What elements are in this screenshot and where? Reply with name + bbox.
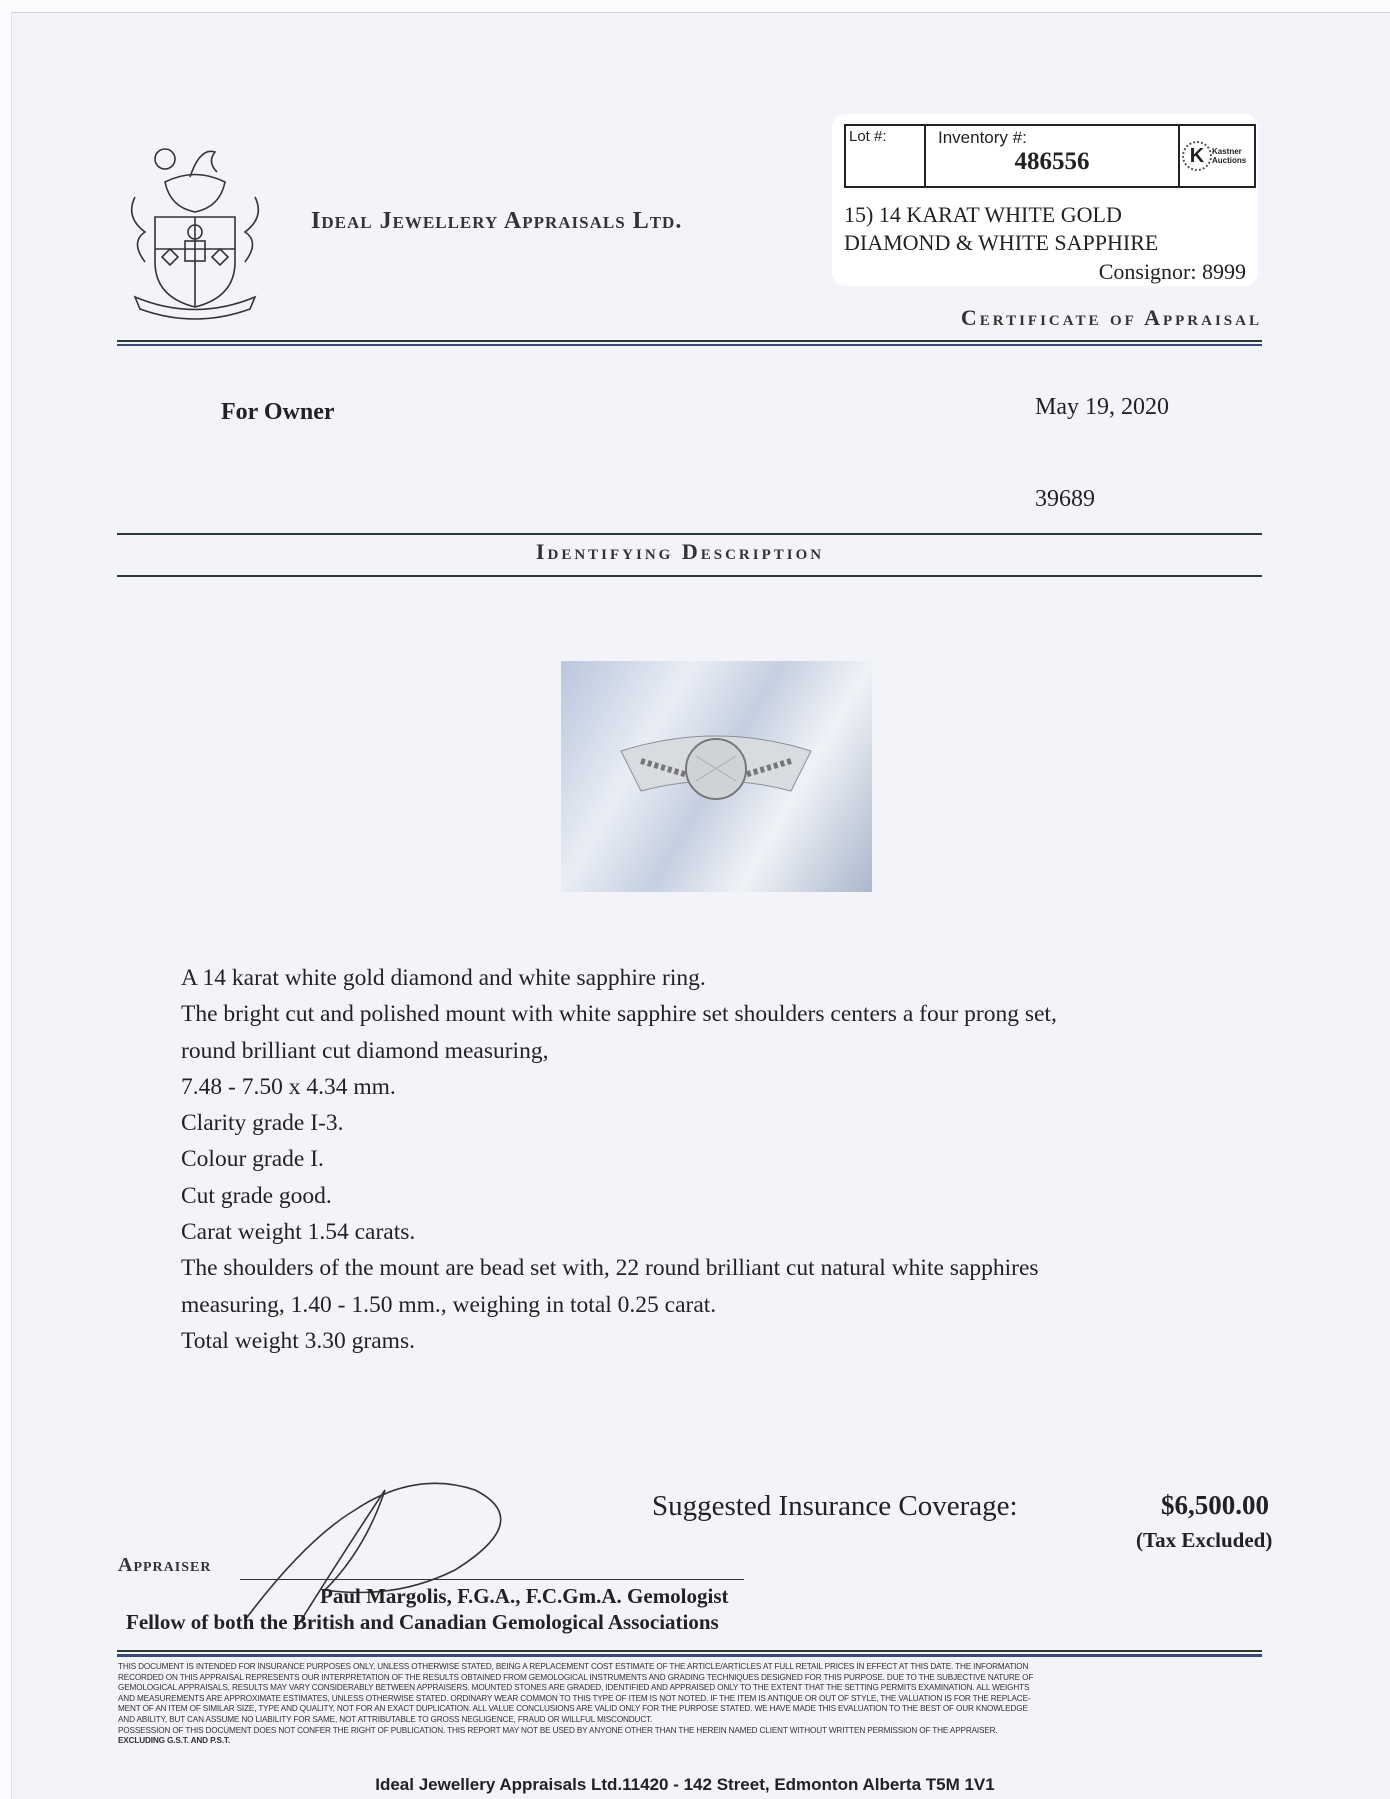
consignor-number: Consignor: 8999 [1098,259,1246,284]
disclaimer-line: GEMOLOGICAL APPRAISALS, RESULTS MAY VARY CONSIDERABLY BETWEEN APPRAISERS. MOUNTED STONES ARE GRADED, IDENTIFIED AND APPRAISED ONLY TO THE EXTENT THAT THE SETTING PERMITS EXAMINATION. ALL WEIGHTS [118,1683,1030,1693]
tax-excluded-note: (Tax Excluded) [1136,1528,1273,1552]
appraiser-credentials: Fellow of both the British and Canadian Gemological Associations [126,1610,719,1634]
disclaimer-line: AND ABILITY, BUT CAN ASSUME NO LIABILITY FOR SAME, NOT ATTRIBUTABLE TO GROSS NEGLIGENCE, FRAUD OR WILLFUL MISCONDUCT. [118,1714,653,1724]
description-line: measuring, 1.40 - 1.50 mm., weighing in total 0.25 carat. [181,1291,717,1318]
description-line: Clarity grade I-3. [181,1110,344,1137]
appraiser-name: Paul Margolis, F.G.A., F.C.Gm.A. Gemologist [320,1584,729,1608]
description-line: Colour grade I. [181,1146,324,1173]
coat-of-arms-crest [120,137,270,320]
lot-title-line-1: 15) 14 KARAT WHITE GOLD [844,202,1122,227]
insurance-label: Suggested Insurance Coverage: [652,1490,1018,1522]
appraisal-number: 39689 [1035,486,1095,512]
divider [117,344,1262,346]
tax-note: EXCLUDING G.S.T. AND P.S.T. [118,1736,230,1746]
description-line: The bright cut and polished mount with white sapphire set shoulders centers a four prong set, [181,1001,1057,1028]
divider [117,1654,1262,1657]
item-description [181,960,1057,1359]
section-title: Identifying Description [535,539,825,564]
auction-lot-label [832,114,1258,286]
certificate-title: Certificate of Appraisal [960,305,1262,330]
description-line: Carat weight 1.54 carats. [181,1219,416,1246]
description-line: Cut grade good. [181,1182,332,1209]
disclaimer-line: MENT OF AN ITEM OF SIMILAR SIZE, TYPE AND QUALITY, NOT FOR AN EXACT DUPLICATION. ALL VALUE CONCLUSIONS ARE VALID ONLY FOR THE PURPOSE STATED. WE HAVE MADE THIS EVALUATION TO THE BEST OF OUR KNOWLEDGE [118,1704,1028,1714]
disclaimer-line: AND MEASUREMENTS ARE APPROXIMATE ESTIMATES, UNLESS OTHERWISE STATED. ORDINARY WEAR COMMON TO THIS TYPE OF ITEM IS NOT NOTED. IF THE ITEM IS ANTIQUE OR OUT OF STYLE, THE VALUATION IS FOR THE REPLACE- [118,1693,1031,1703]
disclaimer [118,1662,1263,1747]
kastner-auctions-logo: K Kastner Auctions [1182,141,1252,171]
signature-line [240,1579,744,1580]
disclaimer-line: THIS DOCUMENT IS INTENDED FOR INSURANCE PURPOSES ONLY, UNLESS OTHERWISE STATED, BEING A REPLACEMENT COST ESTIMATE OF THE ARTICLE/ARTICLES AT FULL RETAIL PRICES IN EFFECT AT THIS DATE. THE INFORMATION [118,1662,1029,1671]
description-line: round brilliant cut diamond measuring, [181,1037,549,1064]
divider [117,575,1262,577]
appraisal-date: May 19, 2020 [1035,394,1169,420]
disclaimer-line: RECORDED ON THIS APPRAISAL REPRESENTS OUR INTERPRETATION OF THE RESULTS OBTAINED FROM GEMOLOGICAL INSTRUMENTS AND GRADING TECHNIQUES DESIGNED FOR THIS PURPOSE. DUE TO THE SUBJECTIVE NATURE OF [118,1672,1034,1682]
divider [117,1650,1262,1652]
company-name: Ideal Jewellery Appraisals Ltd. [311,208,683,234]
disclaimer-line: POSSESSION OF THIS DOCUMENT DOES NOT CONFER THE RIGHT OF PUBLICATION. THIS REPORT MAY NOT BE USED BY ANYONE OTHER THAN THE HEREIN NAMED CLIENT WITHOUT WRITTEN PERMISSION OF THE APPRAISER. [118,1725,998,1735]
owner-label: For Owner [221,399,335,425]
inventory-label: Inventory #: [938,128,1027,147]
appraiser-label: Appraiser [118,1554,212,1576]
insurance-value: $6,500.00 [1161,1490,1269,1520]
divider [117,533,1262,535]
description-line: The shoulders of the mount are bead set with, 22 round brilliant cut natural white sapphires [181,1255,1039,1282]
description-line: A 14 karat white gold diamond and white sapphire ring. [181,965,706,991]
divider [117,340,1262,342]
lot-title-line-2: DIAMOND & WHITE SAPPHIRE [844,230,1159,255]
footer-address: Ideal Jewellery Appraisals Ltd.11420 - 142 Street, Edmonton Alberta T5M 1V1 [375,1775,995,1794]
description-line: 7.48 - 7.50 x 4.34 mm. [181,1073,396,1100]
inventory-number: 486556 [1014,148,1090,175]
lot-number-field: Lot #: [845,125,925,187]
ring-photo [561,661,872,892]
description-line: Total weight 3.30 grams. [181,1327,415,1354]
